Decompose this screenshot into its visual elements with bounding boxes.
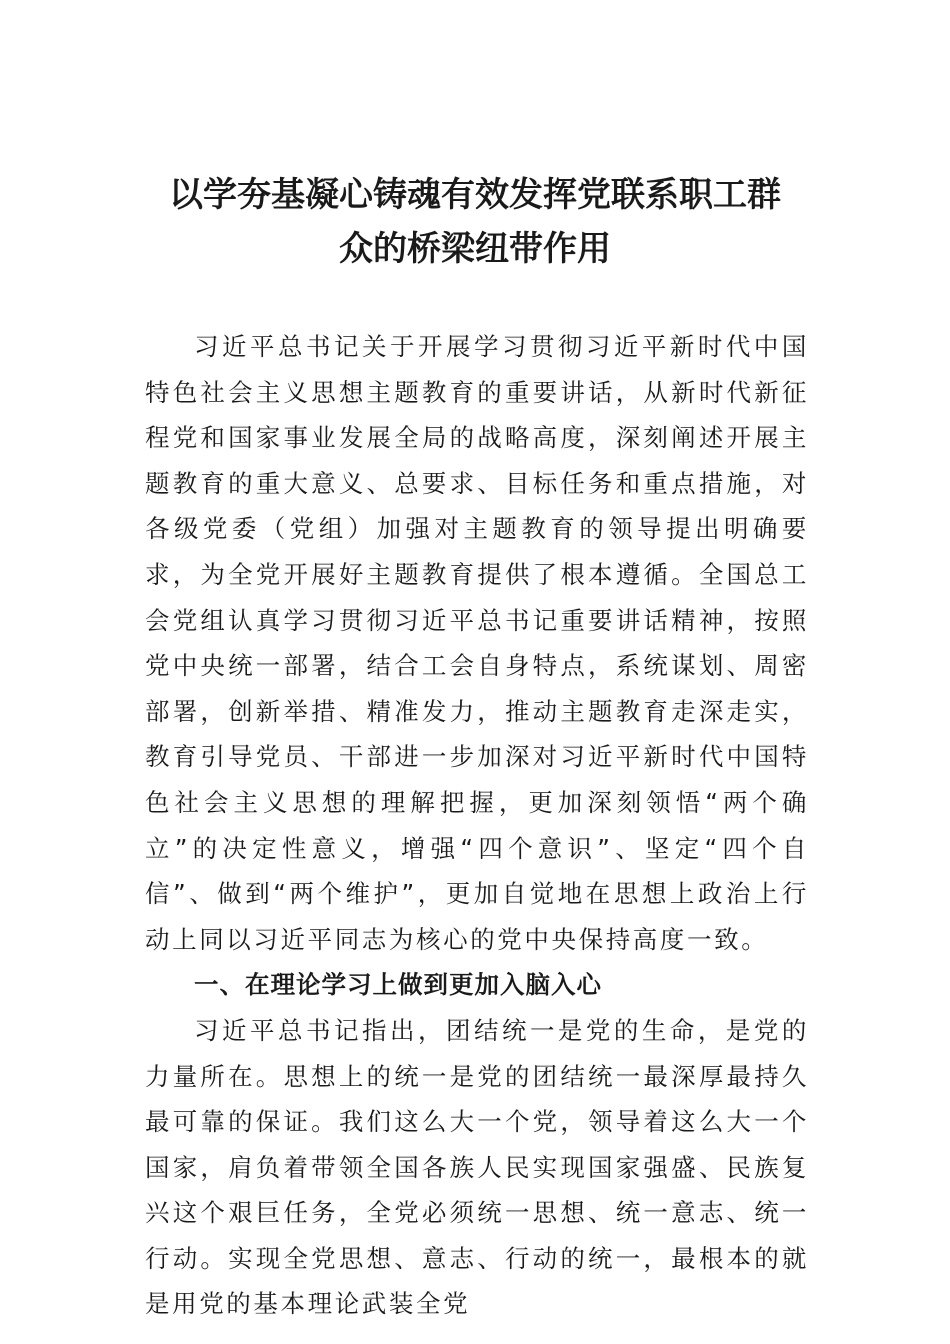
section-heading-1: 一、在理论学习上做到更加入脑入心 <box>194 970 602 1000</box>
title-line-2: 众的桥梁纽带作用 <box>339 229 611 269</box>
paragraph-section-1: 习近平总书记指出，团结统一是党的生命，是党的力量所在。思想上的统一是党的团结统一最深厚最持久最可靠的保证。我们这么大一个党，领导着这么大一个国家，肩负着带领全国各族人民实现国家强盛、民族复兴这个艰巨任务，全党必须统一思想、统一意志、统一行动。实现全党思想、意志、行动的统一，最根本的就是用党的基本理论武装全党 <box>145 1015 809 1319</box>
paragraph-intro: 习近平总书记关于开展学习贯彻习近平新时代中国特色社会主义思想主题教育的重要讲话，从新时代新征程党和国家事业发展全局的战略高度，深刻阐述开展主题教育的重大意义、总要求、目标任务和重点措施，对各级党委（党组）加强对主题教育的领导提出明确要求，为全党开展好主题教育提供了根本遵循。全国总工会党组认真学习贯彻习近平总书记重要讲话精神，按照党中央统一部署，结合工会自身特点，系统谋划、周密部署，创新举措、精准发力，推动主题教育走深走实，教育引导党员、干部进一步加深对习近平新时代中国特色社会主义思想的理解把握，更加深刻领悟“两个确立”的决定性意义，增强“四个意识”、坚定“四个自信”、做到“两个维护”，更加自觉地在思想上政治上行动上同以习近平同志为核心的党中央保持高度一致。 <box>145 332 809 954</box>
document-title <box>145 168 805 276</box>
title-line-1: 以学夯基凝心铸魂有效发挥党联系职工群 <box>169 175 781 215</box>
document-body <box>145 324 809 1327</box>
